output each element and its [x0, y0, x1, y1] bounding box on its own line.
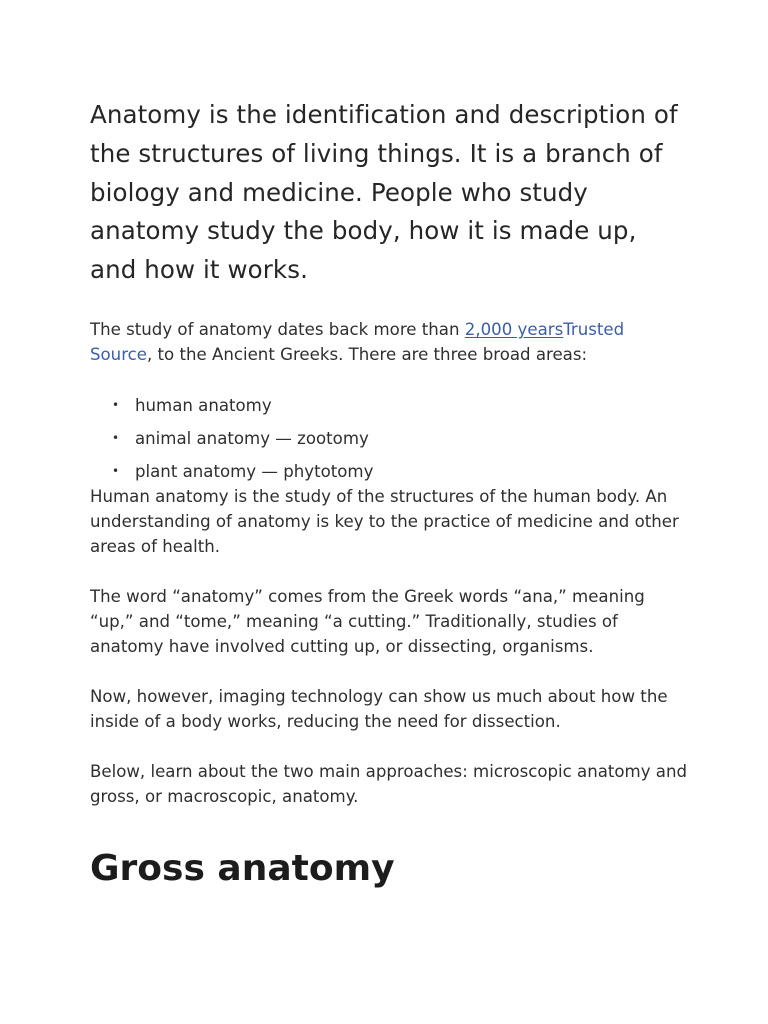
list-item — [90, 426, 690, 451]
years-link[interactable]: 2,000 years — [464, 319, 564, 339]
areas-list — [90, 393, 690, 484]
article-body — [90, 96, 690, 893]
approaches-paragraph: Below, learn about the two main approaches: microscopic anatomy and gross, or macroscopic, anatomy. — [90, 761, 688, 806]
list-item — [90, 393, 690, 418]
history-text-end: , to the Ancient Greeks. There are three broad areas: — [147, 344, 588, 364]
trusted-source-link[interactable]: Trusted Source — [90, 319, 625, 364]
bullet-icon: • — [112, 397, 120, 412]
history-paragraph — [90, 317, 690, 367]
list-item-text: plant anatomy — phytotomy — [135, 461, 374, 481]
etymology-paragraph: The word “anatomy” comes from the Greek words “ana,” meaning “up,” and “tome,” meaning “a cutting.” Traditionally, studies of anatomy have involved cutting up, or dissecting, organisms. — [90, 586, 645, 656]
bullet-icon: • — [112, 463, 120, 478]
section-heading: Gross anatomy — [90, 847, 395, 889]
imaging-paragraph: Now, however, imaging technology can show us much about how the inside of a body works, reducing the need for dissection. — [90, 686, 668, 731]
list-item-text: animal anatomy — zootomy — [135, 428, 369, 448]
bullet-icon: • — [112, 430, 120, 445]
list-item — [90, 459, 690, 484]
human-anatomy-paragraph: Human anatomy is the study of the structures of the human body. An understanding of anatomy is key to the practice of medicine and other areas of health. — [90, 486, 679, 556]
lead-paragraph: Anatomy is the identification and description of the structures of living things. It is a branch of biology and medicine. People who study anatomy study the body, how it is made up, and how it works. — [90, 100, 678, 285]
history-text: The study of anatomy dates back more than — [90, 319, 465, 339]
list-item-text: human anatomy — [135, 395, 272, 415]
